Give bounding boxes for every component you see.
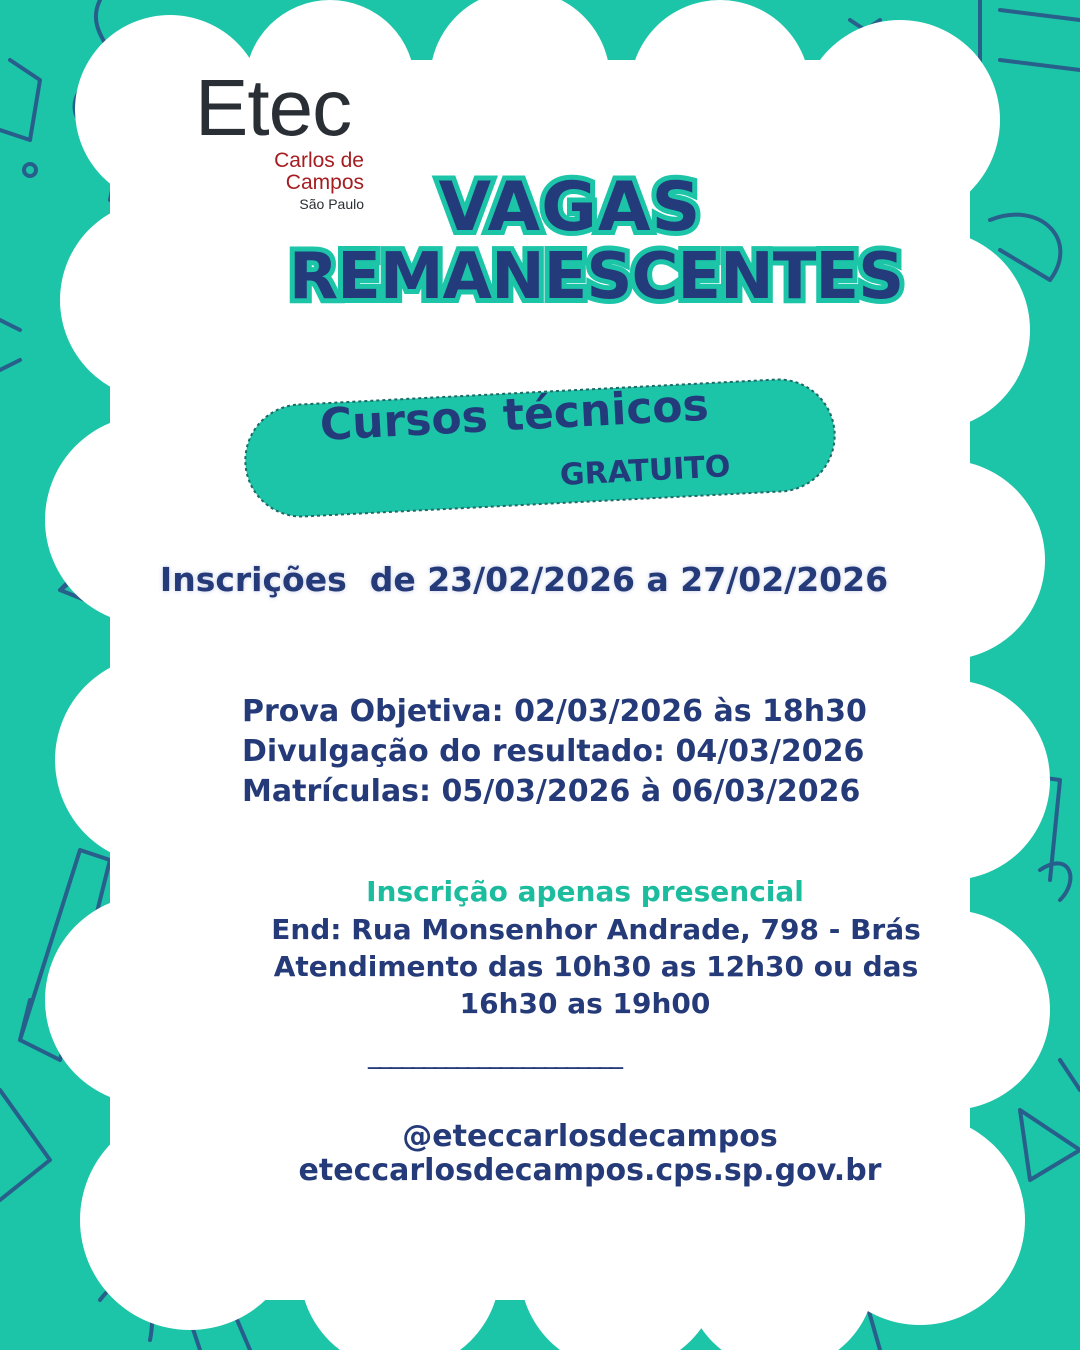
- badge-label: Cursos técnicos: [318, 379, 710, 451]
- badge-sublabel: GRATUITO: [559, 449, 732, 493]
- title-line-2: REMANESCENTES: [288, 240, 904, 314]
- schedule-exam: Prova Objetiva: 02/03/2026 às 18h30: [242, 694, 867, 729]
- in-person-note: Inscrição apenas presencial: [366, 875, 804, 908]
- logo-line-1: Carlos de: [274, 149, 364, 172]
- logo-line-2: Campos: [285, 171, 364, 194]
- website-link[interactable]: eteccarlosdecampos.cps.sp.gov.br: [298, 1153, 882, 1188]
- hours-line-2: 16h30 as 19h00: [459, 987, 711, 1020]
- schedule-enrollment: Matrículas: 05/03/2026 à 06/03/2026: [242, 774, 861, 809]
- contact-block: [0, 1120, 1080, 1188]
- hours-line-1: Atendimento das 10h30 as 12h30 ou das: [273, 950, 919, 983]
- divider-line: _______________________: [368, 1040, 621, 1070]
- schedule-list: [242, 692, 867, 812]
- address: End: Rua Monsenhor Andrade, 798 - Brás: [271, 913, 921, 946]
- logo-line-3: São Paulo: [299, 196, 364, 212]
- title-line-1: VAGAS: [438, 168, 702, 247]
- schedule-results: Divulgação do resultado: 04/03/2026: [242, 734, 865, 769]
- logo-wordmark: Etec: [195, 63, 352, 152]
- instagram-handle[interactable]: @eteccarlosdecampos: [402, 1119, 778, 1154]
- registration-period: Inscrições de 23/02/2026 a 27/02/2026: [159, 560, 889, 599]
